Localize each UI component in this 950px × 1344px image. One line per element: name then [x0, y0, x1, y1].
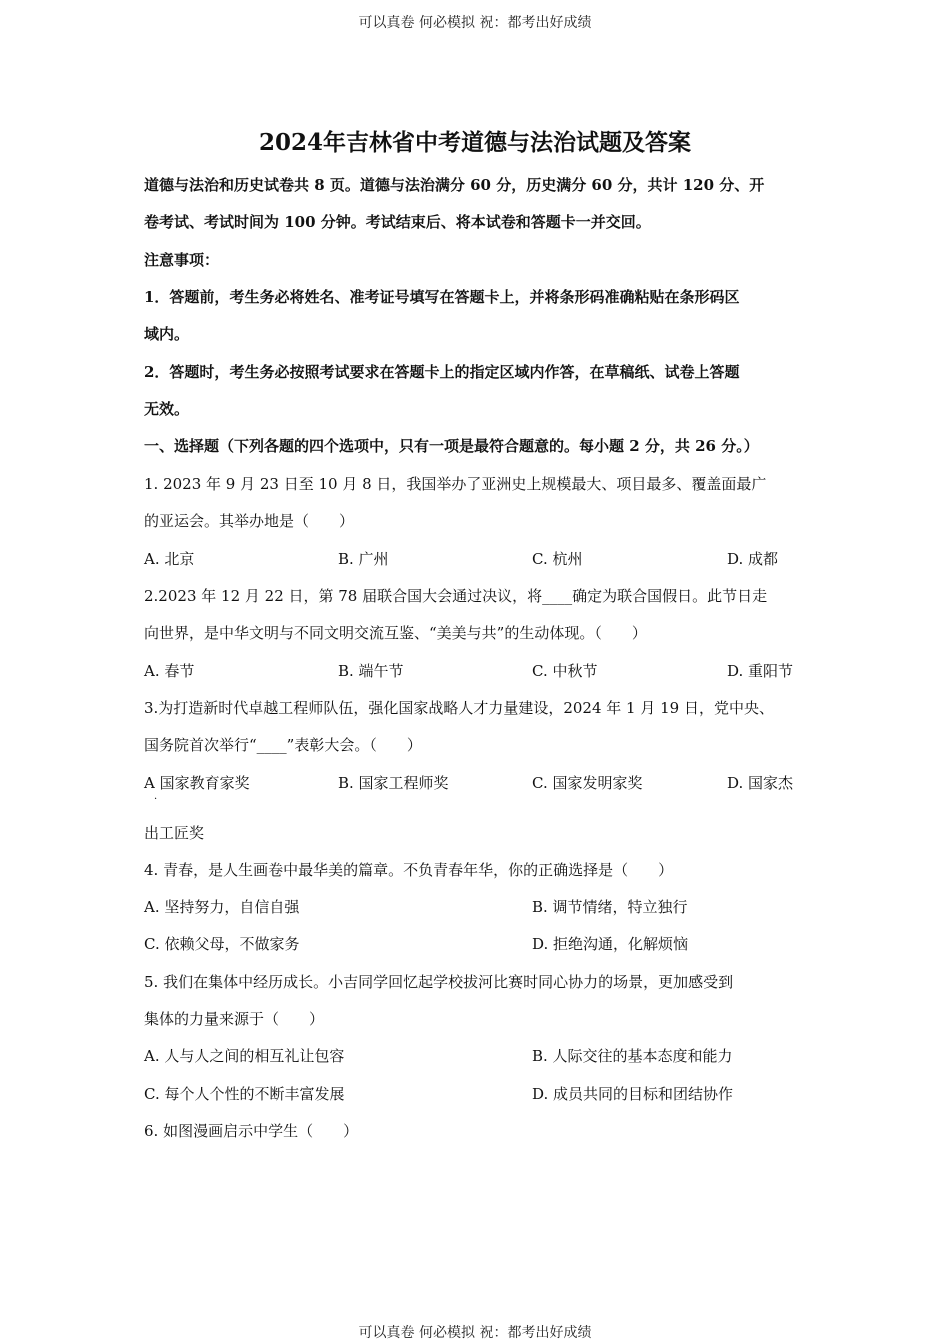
notes-heading: 注意事项： — [144, 251, 220, 269]
question-2-option-d: D. 重阳节 — [727, 662, 794, 680]
question-3-line-1: 3.为打造新时代卓越工程师队伍，强化国家战略人才力量建设，2024 年 1 月 19 日，党中央、 — [144, 699, 774, 717]
question-5-option-b: B. 人际交往的基本态度和能力 — [532, 1047, 733, 1065]
question-2-option-a: A. 春节 — [144, 662, 195, 680]
question-1-line-2: 的亚运会。其举办地是（ ） — [144, 512, 355, 530]
question-5-option-a: A. 人与人之间的相互礼让包容 — [144, 1047, 345, 1065]
intro-line-1: 道德与法治和历史试卷共 8 页。道德与法治满分 60 分，历史满分 60 分，共计 120 分、开 — [144, 176, 765, 194]
question-4-option-d: D. 拒绝沟通，化解烦恼 — [532, 935, 689, 953]
question-6-line-1: 6. 如图漫画启示中学生（ ） — [144, 1122, 359, 1140]
page-footer: 可以真卷 何必模拟 祝：都考出好成绩 — [358, 1325, 592, 1341]
question-4-option-c: C. 依赖父母，不做家务 — [144, 935, 300, 953]
note-1-line-1: 1．答题前，考生务必将姓名、准考证号填写在答题卡上，并将条形码准确粘贴在条形码区 — [144, 288, 740, 306]
stray-dot-mark: · — [154, 794, 158, 805]
question-2-option-b: B. 端午节 — [338, 662, 404, 680]
question-2-line-2: 向世界，是中华文明与不同文明交流互鉴、“美美与共”的生动体现。（ ） — [144, 624, 647, 642]
question-3-option-d: D. 国家杰 — [727, 774, 794, 792]
question-1-option-c: C. 杭州 — [532, 550, 583, 568]
page-header: 可以真卷 何必模拟 祝：都考出好成绩 — [358, 15, 592, 31]
section-heading: 一、选择题（下列各题的四个选项中，只有一项是最符合题意的。每小题 2 分，共 26 分。） — [144, 437, 759, 455]
question-3-option-b: B. 国家工程师奖 — [338, 774, 449, 792]
question-5-line-1: 5. 我们在集体中经历成长。小吉同学回忆起学校拔河比赛时同心协力的场景，更加感受到 — [144, 973, 734, 991]
note-2-line-2: 无效。 — [144, 400, 190, 418]
question-3-option-a: A 国家教育家奖 — [144, 774, 250, 792]
question-4-option-b: B. 调节情绪，特立独行 — [532, 898, 688, 916]
question-5-option-d: D. 成员共同的目标和团结协作 — [532, 1085, 734, 1103]
question-3-option-c: C. 国家发明家奖 — [532, 774, 643, 792]
question-1-line-1: 1. 2023 年 9 月 23 日至 10 月 8 日，我国举办了亚洲史上规模最大、项目最多、覆盖面最广 — [144, 475, 767, 493]
question-3-option-d-continued: 出工匠奖 — [144, 824, 205, 842]
question-1-option-a: A. 北京 — [144, 550, 195, 568]
question-5-option-c: C. 每个人个性的不断丰富发展 — [144, 1085, 345, 1103]
question-3-line-2: 国务院首次举行“____”表彰大会。（ ） — [144, 736, 422, 754]
question-1-option-d: D. 成都 — [727, 550, 779, 568]
note-2-line-1: 2．答题时，考生务必按照考试要求在答题卡上的指定区域内作答，在草稿纸、试卷上答题 — [144, 363, 740, 381]
intro-line-2: 卷考试、考试时间为 100 分钟。考试结束后、将本试卷和答题卡一并交回。 — [144, 213, 651, 231]
note-1-line-2: 域内。 — [144, 325, 190, 343]
question-5-line-2: 集体的力量来源于（ ） — [144, 1010, 325, 1028]
question-2-option-c: C. 中秋节 — [532, 662, 598, 680]
question-2-line-1: 2.2023 年 12 月 22 日，第 78 届联合国大会通过决议，将____确定为联合国假日。此节日走 — [144, 587, 768, 605]
question-4-line-1: 4. 青春，是人生画卷中最华美的篇章。不负青春年华，你的正确选择是（ ） — [144, 861, 674, 879]
question-4-option-a: A. 坚持努力，自信自强 — [144, 898, 300, 916]
page-title: 2024年吉林省中考道德与法治试题及答案 — [258, 129, 691, 156]
question-1-option-b: B. 广州 — [338, 550, 389, 568]
